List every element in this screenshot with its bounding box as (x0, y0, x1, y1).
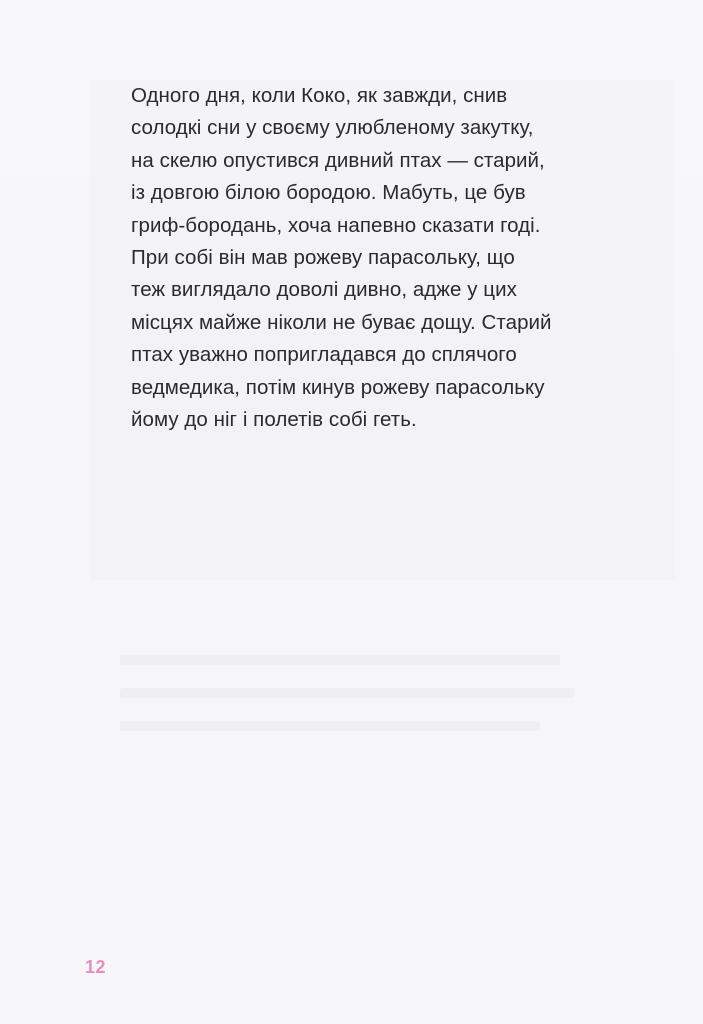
story-line: При собі він мав рожеву парасольку, що (131, 246, 515, 270)
story-line: на скелю опустився дивний птах — старий, (131, 148, 545, 172)
story-line: птах уважно попригладався до сплячого (131, 343, 517, 367)
story-line: ведмедика, потім кинув рожеву парасольку (131, 375, 545, 399)
story-line: Одного дня, коли Коко, як завжди, снив (131, 84, 508, 107)
story-line: гриф-бородань, хоча напевно сказати годі. (131, 213, 541, 237)
story-paragraph (131, 80, 611, 436)
story-line: йому до ніг і полетів собі геть. (131, 408, 417, 432)
show-through-line (120, 688, 575, 698)
page-number: 12 (85, 957, 107, 977)
story-line: солодкі сни у своєму улюбленому закутку, (131, 116, 534, 140)
show-through-line (120, 721, 540, 731)
story-line: теж виглядало доволі дивно, адже у цих (131, 278, 517, 302)
story-line: із довгою білою бородою. Мабуть, це був (131, 181, 526, 205)
story-line: місцях майже ніколи не буває дощу. Старий (131, 310, 552, 334)
show-through-line (120, 655, 560, 665)
